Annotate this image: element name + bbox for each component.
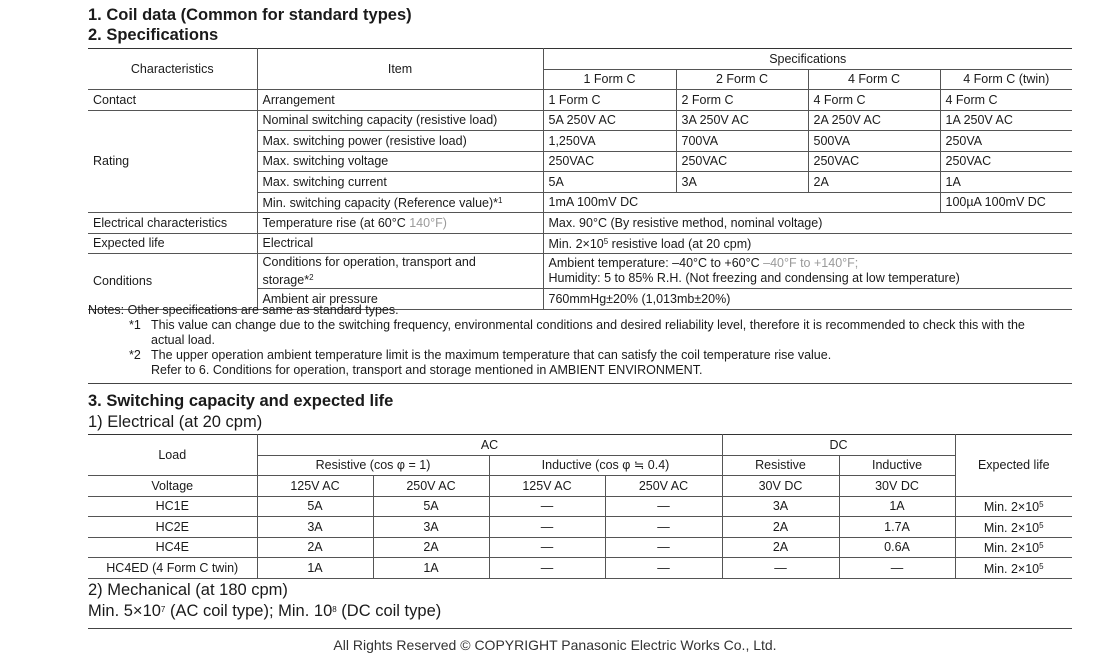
note-1-line2: actual load. [151, 333, 215, 347]
table-row [88, 558, 1072, 579]
value-cell: 2A [373, 537, 489, 558]
value-cell: 700VA [676, 131, 808, 152]
conditions-item-line1: Conditions for operation, transport and [262, 254, 476, 269]
value-cell: 5A 250V AC [543, 110, 676, 131]
value-cell: 1A [257, 558, 373, 579]
value-cell: 4 Form C [808, 90, 940, 111]
mech-c: (DC coil type) [336, 602, 442, 620]
life-cell [955, 517, 1072, 538]
note-1-line1: This value can change due to the switching frequency, environmental conditions and desired reliability level, therefore it is recommended to check this with the [151, 318, 1025, 332]
value-cell: 4 Form C [940, 90, 1072, 111]
table-row [88, 517, 1072, 538]
item-cell: Arrangement [257, 90, 543, 111]
mechanical-subheading: 2) Mechanical (at 180 cpm) [88, 581, 288, 599]
value-cell: 2 Form C [676, 90, 808, 111]
header-inductive-dc: Inductive [839, 455, 955, 476]
ambient-temp-fahrenheit: –40°F to +140°F; [763, 256, 859, 270]
value-cell: 5A [373, 496, 489, 517]
value-cell: 3A 250V AC [676, 110, 808, 131]
footnote-mark: 2 [309, 272, 314, 282]
model-cell: HC4E [88, 537, 257, 558]
conditions-item-line2: storage* [262, 272, 310, 287]
item-cell: Ambient air pressure [257, 289, 543, 310]
value-cell: 250VAC [940, 151, 1072, 172]
specifications-heading: 2. Specifications [88, 26, 219, 44]
life-text: Min. 2×10 [983, 520, 1040, 535]
life-value: Min. 2×10 [548, 237, 604, 252]
note-2-line2: Refer to 6. Conditions for operation, transport and storage mentioned in AMBIENT ENVIRONMENT. [151, 363, 703, 377]
value-cell: 2A [722, 537, 839, 558]
life-value-tail: resistive load (at 20 cpm) [608, 237, 752, 252]
header-load: Load [88, 435, 257, 476]
exponent: 5 [1039, 500, 1044, 510]
item-cell: Nominal switching capacity (resistive load) [257, 110, 543, 131]
mech-b: (AC coil type); Min. 10 [165, 602, 333, 620]
temp-rise-fahrenheit: 140°F) [409, 215, 447, 230]
char-electrical: Electrical characteristics [88, 213, 257, 234]
char-rating: Rating [88, 110, 257, 213]
header-form: 4 Form C (twin) [940, 69, 1072, 90]
value-cell: — [489, 537, 605, 558]
value-cell: 1,250VA [543, 131, 676, 152]
value-cell: 3A [722, 496, 839, 517]
value-cell: 1 Form C [543, 90, 676, 111]
item-cell [257, 254, 543, 289]
value-cell: 250VAC [808, 151, 940, 172]
exponent: 7 [160, 605, 166, 614]
life-text: Min. 2×10 [983, 500, 1040, 515]
voltage-cell: 125V AC [489, 476, 605, 497]
header-inductive-ac: Inductive (cos φ ≒ 0.4) [489, 455, 722, 476]
header-dc: DC [722, 435, 955, 456]
value-cell: — [605, 496, 722, 517]
voltage-cell: 30V DC [722, 476, 839, 497]
value-cell: — [605, 558, 722, 579]
voltage-cell: 125V AC [257, 476, 373, 497]
specifications-table [88, 48, 1072, 310]
char-conditions: Conditions [88, 254, 257, 310]
mech-a: Min. 5×10 [88, 602, 161, 620]
life-cell [955, 558, 1072, 579]
header-characteristics: Characteristics [88, 49, 257, 90]
table-row [88, 90, 1072, 111]
life-text: Min. 2×10 [983, 541, 1040, 556]
item-cell [257, 192, 543, 213]
value-cell: 100µA 100mV DC [940, 192, 1072, 213]
electrical-subheading: 1) Electrical (at 20 cpm) [88, 413, 263, 431]
value-cell: 1A [940, 172, 1072, 193]
mechanical-life [88, 602, 441, 621]
value-cell [543, 254, 1072, 289]
note-2-line1: The upper operation ambient temperature limit is the maximum temperature that can satisfy the coil temperature rise value. [151, 348, 832, 362]
value-cell: 3A [257, 517, 373, 538]
value-cell: 250VAC [676, 151, 808, 172]
value-cell: 1mA 100mV DC [543, 192, 940, 213]
header-expected-life: Expected life [955, 435, 1072, 497]
item-cell: Max. switching current [257, 172, 543, 193]
voltage-cell: 30V DC [839, 476, 955, 497]
value-cell: 5A [543, 172, 676, 193]
value-cell: — [722, 558, 839, 579]
header-form: 1 Form C [543, 69, 676, 90]
table-row [88, 537, 1072, 558]
value-cell: 760mmHg±20% (1,013mb±20%) [543, 289, 1072, 310]
value-cell: — [839, 558, 955, 579]
item-cell: Max. switching power (resistive load) [257, 131, 543, 152]
exponent: 5 [1039, 541, 1044, 551]
header-form: 2 Form C [676, 69, 808, 90]
note-2-mark: *2 [129, 348, 141, 362]
table-row [88, 254, 1072, 289]
header-specifications: Specifications [543, 49, 1072, 70]
switching-capacity-table [88, 434, 1072, 579]
value-cell: — [489, 517, 605, 538]
table-row [88, 110, 1072, 131]
value-cell: 2A [722, 517, 839, 538]
value-cell: 3A [676, 172, 808, 193]
footnote-mark: 1 [498, 196, 503, 206]
section-divider [88, 383, 1072, 384]
switching-heading: 3. Switching capacity and expected life [88, 392, 394, 410]
temp-rise-label: Temperature rise (at 60°C [262, 215, 406, 230]
life-cell [955, 537, 1072, 558]
note-1 [88, 318, 1078, 348]
note-1-mark: *1 [129, 318, 141, 332]
char-contact: Contact [88, 90, 257, 111]
life-text: Min. 2×10 [983, 561, 1040, 576]
model-cell: HC2E [88, 517, 257, 538]
exponent: 5 [603, 237, 609, 247]
value-cell: 250VA [940, 131, 1072, 152]
notes [88, 303, 1078, 378]
value-cell: 5A [257, 496, 373, 517]
value-cell [543, 233, 1072, 254]
voltage-cell: 250V AC [605, 476, 722, 497]
value-cell: 3A [373, 517, 489, 538]
header-form: 4 Form C [808, 69, 940, 90]
copyright-footer: All Rights Reserved © COPYRIGHT Panasonic Electric Works Co., Ltd. [333, 637, 777, 653]
exponent: 5 [1039, 520, 1044, 530]
value-cell: 2A [808, 172, 940, 193]
item-cell [257, 213, 543, 234]
value-cell: 250VAC [543, 151, 676, 172]
value-cell: 1A 250V AC [940, 110, 1072, 131]
exponent: 8 [332, 605, 337, 614]
value-cell: 1A [373, 558, 489, 579]
header-voltage: Voltage [88, 476, 257, 497]
header-resistive-ac: Resistive (cos φ = 1) [257, 455, 489, 476]
value-cell: 1A [839, 496, 955, 517]
ambient-temp: Ambient temperature: –40°C to +60°C [548, 256, 764, 270]
value-cell: — [605, 517, 722, 538]
header-resistive-dc: Resistive [722, 455, 839, 476]
exponent: 5 [1039, 561, 1044, 571]
value-cell: 2A [257, 537, 373, 558]
value-cell: 0.6A [839, 537, 955, 558]
item-cell: Electrical [257, 233, 543, 254]
value-cell: — [605, 537, 722, 558]
model-cell: HC4ED (4 Form C twin) [88, 558, 257, 579]
item-cell: Max. switching voltage [257, 151, 543, 172]
table-row [88, 233, 1072, 254]
notes-intro: Notes: Other specifications are same as standard types. [88, 303, 399, 317]
table-row [88, 496, 1072, 517]
model-cell: HC1E [88, 496, 257, 517]
value-cell: 1.7A [839, 517, 955, 538]
char-expected-life: Expected life [88, 233, 257, 254]
value-cell: — [489, 496, 605, 517]
header-ac: AC [257, 435, 722, 456]
humidity: Humidity: 5 to 85% R.H. (Not freezing and condensing at low temperature) [548, 271, 960, 285]
value-cell: — [489, 558, 605, 579]
value-cell: Max. 90°C (By resistive method, nominal voltage) [543, 213, 1072, 234]
note-2 [88, 348, 1078, 378]
coil-data-heading: 1. Coil data (Common for standard types) [88, 6, 412, 24]
min-capacity-label: Min. switching capacity (Reference value)* [262, 196, 499, 211]
footer-divider [88, 628, 1072, 629]
life-cell [955, 496, 1072, 517]
table-row [88, 213, 1072, 234]
header-item: Item [257, 49, 543, 90]
value-cell: 500VA [808, 131, 940, 152]
value-cell: 2A 250V AC [808, 110, 940, 131]
voltage-cell: 250V AC [373, 476, 489, 497]
